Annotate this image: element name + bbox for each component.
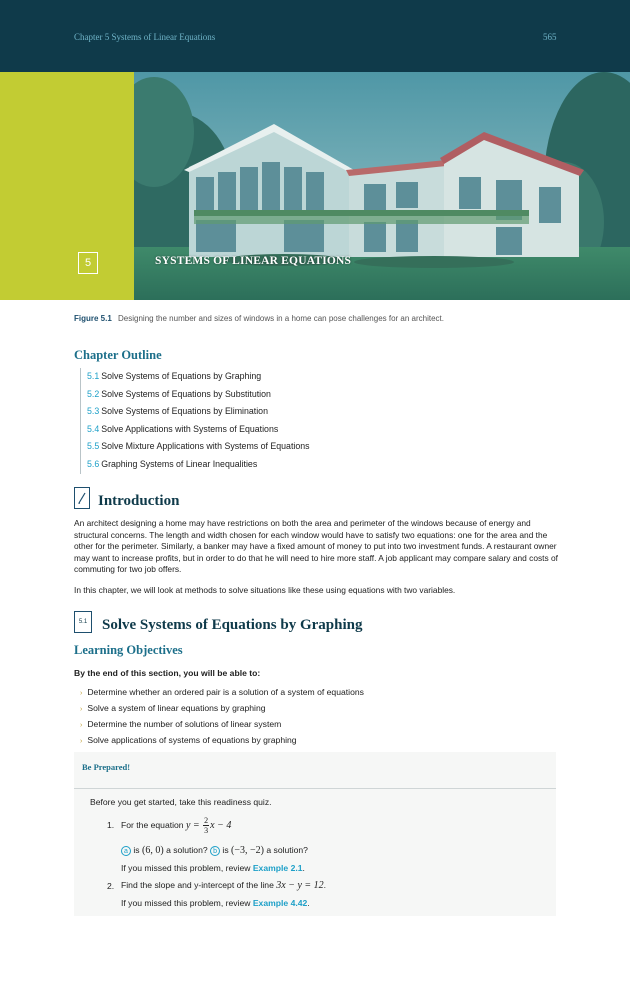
running-head: Chapter 5 Systems of Linear Equations <box>74 32 216 42</box>
be-prepared-intro: Before you get started, take this readiness quiz. <box>90 797 272 807</box>
objective-item: › Solve applications of systems of equations by graphing <box>80 735 297 745</box>
chapter-hero <box>0 72 630 300</box>
outline-item[interactable]: 5.2 Solve Systems of Equations by Substitution <box>87 388 271 399</box>
pencil-icon <box>74 487 90 509</box>
outline-item[interactable]: 5.3 Solve Systems of Equations by Elimination <box>87 406 268 417</box>
figure-caption-text: Designing the number and sizes of windows in a home can pose challenges for an architect. <box>118 314 444 323</box>
objectives-list <box>80 685 364 749</box>
figure-caption <box>74 314 444 323</box>
bullet-icon: › <box>80 706 83 713</box>
section-number-box: 5.1 <box>74 611 92 633</box>
introduction-heading: Introduction <box>98 493 180 509</box>
bullet-icon: › <box>80 722 83 729</box>
question-1: For the equation y = $\frac{2}{3}$ x − 4 <box>121 816 232 835</box>
outline-item[interactable]: 5.1 Solve Systems of Equations by Graphing <box>87 371 262 381</box>
outline-item[interactable]: 5.5 Solve Mixture Applications with Systems of Equations <box>87 441 310 452</box>
outline-item[interactable]: 5.6 Graphing Systems of Linear Inequalities <box>87 458 258 469</box>
intro-paragraph: In this chapter, we will look at methods to solve situations like these using equations with two variables. <box>74 585 456 595</box>
part-a-marker: a <box>121 846 131 856</box>
chapter-outline-heading: Chapter Outline <box>74 348 162 362</box>
hero-accent-block <box>0 72 134 300</box>
outline-item[interactable]: 5.4 Solve Applications with Systems of Equations <box>87 423 279 434</box>
chapter-outline-list <box>80 368 310 474</box>
chapter-title: SYSTEMS OF LINEAR EQUATIONS <box>155 255 352 267</box>
be-prepared-title: Be Prepared! <box>82 762 131 772</box>
question-number: 1. <box>107 820 115 830</box>
question-2: Find the slope and y-intercept of the line 3x − y = 12. <box>121 880 327 891</box>
objectives-intro: By the end of this section, you will be able to: <box>74 668 261 678</box>
example-link[interactable]: Example 2.1 <box>252 863 303 873</box>
intro-paragraph: An architect designing a home may have restrictions on both the area and perimeter of the windows because of energy and structural concerns. The length and width chosen for each window would have to satisfy two equations: one for the area and the other for the perimeter. Similarly, a banker may have a fixed amount of money to put into two investment funds. A restaurant owner may want to increase profits, but in order to do that he will need to hire more staff. A job applicant may compare salary and costs of commuting for two job offers. <box>74 518 558 575</box>
part-b-marker: b <box>210 846 220 856</box>
page-number: 565 <box>543 32 557 42</box>
review-note: If you missed this problem, review Example 2.1. <box>121 863 305 873</box>
be-prepared-box <box>74 752 556 916</box>
review-note: If you missed this problem, review Example 4.42. <box>121 898 310 908</box>
objective-item: › Determine whether an ordered pair is a solution of a system of equations <box>80 687 364 697</box>
be-prepared-header <box>74 752 556 789</box>
objective-item: › Determine the number of solutions of linear system <box>80 719 282 729</box>
question-1-parts: a is (6, 0) a solution? b is (−3, −2) a solution? <box>121 845 308 856</box>
chapter-number-box: 5 <box>78 252 98 274</box>
bullet-icon: › <box>80 690 83 697</box>
question-number: 2. <box>107 881 115 891</box>
example-link[interactable]: Example 4.42 <box>252 898 308 908</box>
objective-item: › Solve a system of linear equations by graphing <box>80 703 266 713</box>
fraction: $\frac{2}{3}$ <box>204 816 209 835</box>
learning-objectives-heading: Learning Objectives <box>74 643 183 657</box>
figure-label: Figure 5.1 <box>74 314 112 323</box>
bullet-icon: › <box>80 738 83 745</box>
section-heading: Solve Systems of Equations by Graphing <box>102 617 363 633</box>
